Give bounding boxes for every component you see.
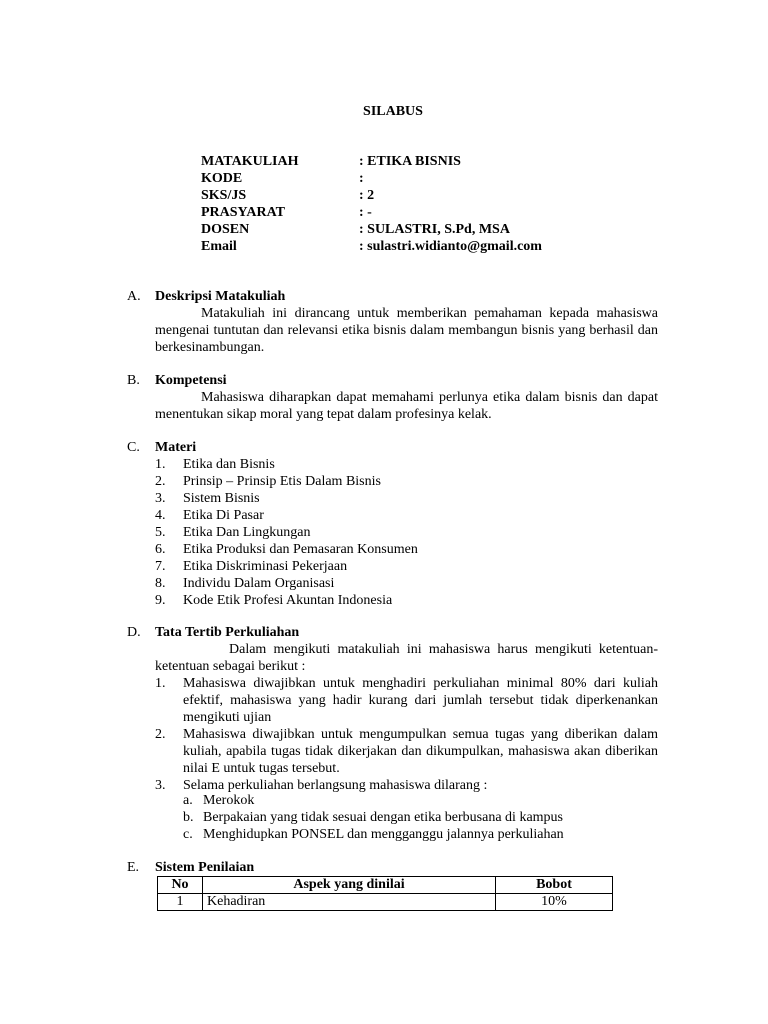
- section-title: Materi: [155, 440, 197, 455]
- list-text: Kode Etik Profesi Akuntan Indonesia: [183, 593, 393, 608]
- list-item: [155, 575, 658, 592]
- section-title: Deskripsi Matakuliah: [155, 289, 286, 304]
- info-key: KODE: [201, 171, 243, 186]
- section-d-intro-text: Dalam mengikuti matakuliah ini mahasiswa harus mengikuti ketentuan-ketentuan sebagai berikut :: [155, 642, 658, 674]
- list-number: 7.: [155, 559, 166, 574]
- page-title: SILABUS: [363, 104, 423, 119]
- info-value: :: [359, 171, 364, 186]
- section-letter: E.: [127, 860, 140, 875]
- list-text: Etika Produksi dan Pemasaran Konsumen: [183, 542, 418, 557]
- list-item: [155, 726, 658, 777]
- grading-table: [157, 876, 613, 911]
- list-item: [183, 792, 564, 809]
- info-row-dosen: [201, 221, 661, 238]
- info-key: Email: [201, 239, 237, 254]
- section-title: Sistem Penilaian: [155, 860, 255, 875]
- list-number: 1.: [155, 676, 166, 691]
- cell-aspek: Kehadiran: [203, 894, 496, 911]
- info-value: : sulastri.widianto@gmail.com: [359, 239, 542, 254]
- info-row-sks: [201, 187, 661, 204]
- cell-bobot: 10%: [496, 894, 613, 911]
- section-b-body: [155, 389, 658, 423]
- list-text: Sistem Bisnis: [183, 491, 260, 506]
- list-number: 1.: [155, 457, 166, 472]
- list-letter: a.: [183, 793, 193, 808]
- list-number: 6.: [155, 542, 166, 557]
- list-item: [155, 592, 658, 609]
- list-item: [183, 809, 564, 826]
- list-number: 9.: [155, 593, 166, 608]
- list-text: Merokok: [203, 793, 255, 808]
- section-a-text: Matakuliah ini dirancang untuk memberikan pemahaman kepada mahasiswa mengenai tuntutan dan relevansi etika bisnis dalam membangun bisnis yang berhasil dan berkesinambungan.: [155, 306, 658, 355]
- rules-list: [155, 675, 658, 794]
- list-text: Individu Dalam Organisasi: [183, 576, 335, 591]
- column-header-no: No: [158, 877, 203, 894]
- list-item: [155, 473, 658, 490]
- section-letter: C.: [127, 440, 140, 455]
- info-row-matakuliah: [201, 153, 661, 170]
- list-text: Mahasiswa diwajibkan untuk mengumpulkan semua tugas yang diberikan dalam kuliah, apabila tugas tidak dikerjakan dan dikumpulkan, mahasiswa akan diberikan nilai E untuk tugas tersebut.: [183, 727, 658, 776]
- info-value: : SULASTRI, S.Pd, MSA: [359, 222, 510, 237]
- list-text: Prinsip – Prinsip Etis Dalam Bisnis: [183, 474, 381, 489]
- list-text: Mahasiswa diwajibkan untuk menghadiri perkuliahan minimal 80% dari kuliah efektif, mahasiswa yang hadir kurang dari jumlah tersebut tidak diperkenankan mengikuti ujian: [183, 676, 658, 725]
- section-letter: A.: [127, 289, 141, 304]
- section-a-body: [155, 305, 658, 356]
- list-letter: b.: [183, 810, 194, 825]
- materi-list: [155, 456, 658, 609]
- table-row: [158, 894, 613, 911]
- list-number: 8.: [155, 576, 166, 591]
- list-letter: c.: [183, 827, 193, 842]
- list-number: 2.: [155, 474, 166, 489]
- info-value: : 2: [359, 188, 375, 203]
- list-text: Menghidupkan PONSEL dan mengganggu jalannya perkuliahan: [203, 827, 564, 842]
- section-b-text: Mahasiswa diharapkan dapat memahami perlunya etika dalam bisnis dan dapat menentukan sikap moral yang tepat dalam profesinya kelak.: [155, 390, 658, 422]
- list-number: 3.: [155, 491, 166, 506]
- cell-no: 1: [158, 894, 203, 911]
- list-item: [155, 490, 658, 507]
- prohibited-list: [183, 792, 564, 843]
- list-item: [155, 524, 658, 541]
- info-key: PRASYARAT: [201, 205, 286, 220]
- list-item: [155, 675, 658, 726]
- list-text: Etika Diskriminasi Pekerjaan: [183, 559, 348, 574]
- section-title: Kompetensi: [155, 373, 227, 388]
- list-text: Etika Dan Lingkungan: [183, 525, 311, 540]
- section-title: Tata Tertib Perkuliahan: [155, 625, 300, 640]
- list-text: Selama perkuliahan berlangsung mahasiswa dilarang :: [183, 778, 488, 793]
- list-number: 3.: [155, 778, 166, 793]
- section-letter: B.: [127, 373, 140, 388]
- column-header-bobot: Bobot: [496, 877, 613, 894]
- info-key: MATAKULIAH: [201, 154, 299, 169]
- list-item: [183, 826, 564, 843]
- info-key: DOSEN: [201, 222, 250, 237]
- info-row-kode: [201, 170, 661, 187]
- list-text: Etika dan Bisnis: [183, 457, 275, 472]
- info-key: SKS/JS: [201, 188, 247, 203]
- list-item: [155, 507, 658, 524]
- info-row-email: [201, 238, 661, 255]
- list-number: 2.: [155, 727, 166, 742]
- section-d-intro: [155, 641, 658, 675]
- course-info: [201, 153, 661, 255]
- info-value: : -: [359, 205, 372, 220]
- list-number: 4.: [155, 508, 166, 523]
- list-item: [155, 558, 658, 575]
- table-header-row: [158, 877, 613, 894]
- info-value: : ETIKA BISNIS: [359, 154, 461, 169]
- section-letter: D.: [127, 625, 141, 640]
- column-header-aspek: Aspek yang dinilai: [203, 877, 496, 894]
- list-item: [155, 456, 658, 473]
- list-text: Etika Di Pasar: [183, 508, 264, 523]
- list-item: [155, 541, 658, 558]
- info-row-prasyarat: [201, 204, 661, 221]
- list-number: 5.: [155, 525, 166, 540]
- list-text: Berpakaian yang tidak sesuai dengan etika berbusana di kampus: [203, 810, 563, 825]
